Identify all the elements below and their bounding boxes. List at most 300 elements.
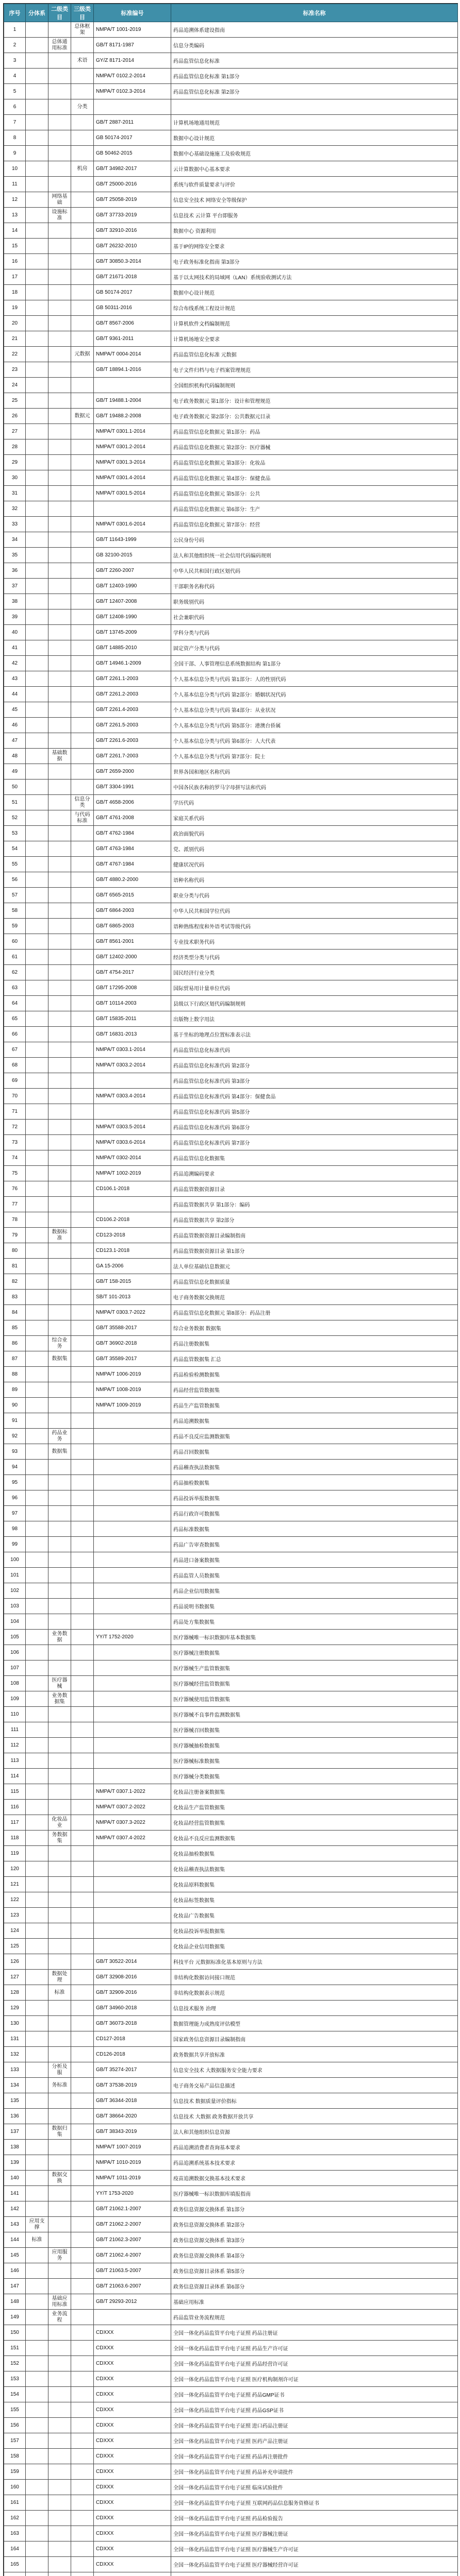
row-subsystem <box>26 1305 48 1320</box>
row-title: 全国一体化药品监管平台电子证照 医疗器械生产许可证 <box>171 2541 458 2557</box>
row-number: 37 <box>4 579 26 594</box>
row-code: CDXXX <box>94 2557 171 2572</box>
table-row <box>4 2047 458 2062</box>
row-level2 <box>48 671 71 687</box>
row-level2 <box>48 2140 71 2155</box>
row-code: CD106.1-2018 <box>94 1181 171 1197</box>
row-title: 信息安全技术 网络安全等级保护 <box>171 192 458 208</box>
table-row <box>4 1923 458 1939</box>
row-number: 56 <box>4 872 26 888</box>
row-code: GY/Z 8171-2014 <box>94 53 171 69</box>
row-number: 40 <box>4 625 26 640</box>
table-row <box>4 1985 458 2001</box>
row-number: 53 <box>4 826 26 841</box>
row-subsystem <box>26 161 48 177</box>
row-level3 <box>71 980 94 996</box>
row-subsystem <box>26 331 48 347</box>
table-row <box>4 1351 458 1367</box>
row-level3 <box>71 532 94 548</box>
table-row <box>4 779 458 795</box>
row-code: GB/T 21062.4-2007 <box>94 2248 171 2263</box>
row-level2 <box>48 1537 71 1552</box>
row-title: 个人基本信息分类与代码 第4部分：从业状况 <box>171 702 458 718</box>
row-subsystem <box>26 1861 48 1877</box>
row-title: 全国一体化药品监管平台电子证照 医药产品注册证 <box>171 2433 458 2449</box>
row-code <box>94 1645 171 1660</box>
row-level3 <box>71 702 94 718</box>
row-level3 <box>71 1537 94 1552</box>
row-subsystem <box>26 2016 48 2031</box>
row-title: 药品说明书数据集 <box>171 1599 458 1614</box>
row-title: 电子商务交易产品信息描述 <box>171 2078 458 2093</box>
table-row <box>4 857 458 872</box>
row-level3 <box>71 1444 94 1460</box>
table-row <box>4 1398 458 1413</box>
row-subsystem <box>26 2109 48 2124</box>
row-title: 药品生产监管数据集 <box>171 1398 458 1413</box>
row-level3 <box>71 2279 94 2294</box>
row-level3 <box>71 1738 94 1753</box>
row-level3 <box>71 501 94 517</box>
table-row <box>4 950 458 965</box>
row-number: 62 <box>4 965 26 980</box>
row-subsystem <box>26 1552 48 1568</box>
row-code <box>94 1490 171 1506</box>
row-code: GB/T 19488.1-2004 <box>94 393 171 409</box>
row-code: CD123.1-2018 <box>94 1243 171 1259</box>
row-number: 67 <box>4 1042 26 1058</box>
row-code: CDXXX <box>94 2511 171 2526</box>
row-title: 非结构化数据访问接口规范 <box>171 1970 458 1985</box>
row-level2: 数据交换 <box>48 2171 71 2186</box>
row-number: 84 <box>4 1305 26 1320</box>
row-level2 <box>48 1305 71 1320</box>
table-row <box>4 2140 458 2155</box>
row-level2 <box>48 316 71 331</box>
row-code <box>94 1552 171 1568</box>
row-level2 <box>48 733 71 749</box>
row-level2: 基础数据 <box>48 749 71 764</box>
row-level3 <box>71 2341 94 2356</box>
table-row <box>4 1475 458 1490</box>
row-level2: 医疗器械 <box>48 1676 71 1691</box>
row-subsystem <box>26 1892 48 1908</box>
row-number: 123 <box>4 1908 26 1923</box>
table-row <box>4 702 458 718</box>
row-title: 药品抽检数据集 <box>171 1475 458 1490</box>
row-code: CDXXX <box>94 2341 171 2356</box>
row-number: 6 <box>4 99 26 115</box>
row-subsystem <box>26 872 48 888</box>
row-number: 78 <box>4 1212 26 1228</box>
row-level2 <box>48 1290 71 1305</box>
row-level3 <box>71 2325 94 2341</box>
row-level3 <box>71 1274 94 1290</box>
row-number: 54 <box>4 841 26 857</box>
table-row <box>4 331 458 347</box>
row-level2 <box>48 1197 71 1212</box>
row-title: 电子政务标准化指南 第3部分 <box>171 254 458 269</box>
row-level2 <box>48 1738 71 1753</box>
row-number: 44 <box>4 687 26 702</box>
row-code: NMPA/T 0303.7-2022 <box>94 1305 171 1320</box>
row-number: 17 <box>4 269 26 285</box>
row-code: GB/T 36073-2018 <box>94 2016 171 2031</box>
row-level2: 业务数据集 <box>48 1691 71 1707</box>
row-number: 160 <box>4 2480 26 2495</box>
row-title: 固定资产分类与代码 <box>171 640 458 656</box>
row-subsystem <box>26 2557 48 2572</box>
row-level2 <box>48 99 71 115</box>
row-number: 68 <box>4 1058 26 1073</box>
row-level2 <box>48 146 71 161</box>
row-title: 信息技术 大数据 政务数据开放共享 <box>171 2109 458 2124</box>
row-level3 <box>71 38 94 53</box>
row-level3 <box>71 424 94 439</box>
row-level2: 数据处理 <box>48 1970 71 1985</box>
row-level3 <box>71 965 94 980</box>
row-level3 <box>71 455 94 470</box>
table-row <box>4 1707 458 1722</box>
row-subsystem <box>26 300 48 316</box>
table-row <box>4 1630 458 1645</box>
row-subsystem <box>26 1243 48 1259</box>
row-number: 27 <box>4 424 26 439</box>
row-code: GB/T 36902-2018 <box>94 1336 171 1351</box>
row-number: 94 <box>4 1460 26 1475</box>
row-code: GB/T 158-2015 <box>94 1274 171 1290</box>
row-subsystem <box>26 1413 48 1429</box>
row-code <box>94 1892 171 1908</box>
table-row <box>4 1645 458 1660</box>
row-title: 药品监管信息化数据元 第2部分：医疗器械 <box>171 439 458 455</box>
row-code: GB/T 37733-2019 <box>94 208 171 223</box>
row-level3 <box>71 1197 94 1212</box>
row-subsystem <box>26 919 48 934</box>
row-title: 政务信息资源交换体系 第3部分 <box>171 2232 458 2248</box>
row-subsystem <box>26 1212 48 1228</box>
row-code: NMPA/T 0307.4-2022 <box>94 1831 171 1846</box>
row-title: 全国一体化药品监管平台电子证照 药品注册证 <box>171 2325 458 2341</box>
row-title: 药品投诉举报数据集 <box>171 1490 458 1506</box>
row-title: 健康状况代码 <box>171 857 458 872</box>
row-code: CDXXX <box>94 2495 171 2511</box>
table-row <box>4 1444 458 1460</box>
row-level2: 分析及服 <box>48 2062 71 2078</box>
row-code: GB/T 21062.1-2007 <box>94 2201 171 2217</box>
row-level2 <box>48 378 71 393</box>
row-level3 <box>71 1599 94 1614</box>
row-number: 81 <box>4 1259 26 1274</box>
row-code: NMPA/T 0307.1-2022 <box>94 1784 171 1800</box>
row-subsystem <box>26 625 48 640</box>
row-code <box>94 1939 171 1954</box>
row-number: 32 <box>4 501 26 517</box>
row-level3 <box>71 1568 94 1583</box>
table-row <box>4 749 458 764</box>
row-code: YY/T 1752-2020 <box>94 1630 171 1645</box>
row-level3 <box>71 934 94 950</box>
table-row <box>4 1259 458 1274</box>
row-number: 28 <box>4 439 26 455</box>
row-number: 113 <box>4 1753 26 1769</box>
header-title: 标准名称 <box>171 4 458 22</box>
table-row <box>4 1800 458 1815</box>
row-code <box>94 1413 171 1429</box>
row-level3 <box>71 1877 94 1892</box>
row-code: GB/T 30850.3-2014 <box>94 254 171 269</box>
row-level2 <box>48 1212 71 1228</box>
row-code: GB/T 8171-1987 <box>94 38 171 53</box>
row-level3: 分类 <box>71 99 94 115</box>
row-level2 <box>48 2356 71 2371</box>
row-level3 <box>71 362 94 378</box>
table-row <box>4 2371 458 2387</box>
row-number: 139 <box>4 2155 26 2171</box>
row-title: 药品稽查执法数据集 <box>171 1460 458 1475</box>
row-level2 <box>48 2263 71 2279</box>
row-number: 153 <box>4 2371 26 2387</box>
table-row <box>4 2062 458 2078</box>
row-subsystem <box>26 2572 48 2576</box>
row-code: NMPA/T 0301.3-2014 <box>94 455 171 470</box>
row-subsystem <box>26 316 48 331</box>
row-title: 国际贸易用计量单位代码 <box>171 980 458 996</box>
row-title: 个人基本信息分类与代码 第6部分：人大代表 <box>171 733 458 749</box>
row-level3 <box>71 1954 94 1970</box>
row-code: GB/T 9361-2011 <box>94 331 171 347</box>
row-title: 药品监管信息化标准代码 第7部分 <box>171 1135 458 1150</box>
row-title: 全国一体化药品监管平台电子证照 医疗器械注册证 <box>171 2526 458 2541</box>
row-subsystem <box>26 2263 48 2279</box>
row-level2 <box>48 285 71 300</box>
table-row <box>4 2093 458 2109</box>
row-title: 全国组织机构代码编制规则 <box>171 378 458 393</box>
row-number: 128 <box>4 1985 26 2001</box>
row-subsystem: 应用支撑 <box>26 2217 48 2232</box>
row-code <box>94 1197 171 1212</box>
row-level2 <box>48 393 71 409</box>
row-number: 71 <box>4 1104 26 1120</box>
row-level3: 机房 <box>71 161 94 177</box>
row-title: 全国一体化药品监管平台电子证照 医疗器械经营许可证 <box>171 2557 458 2572</box>
row-title: 全国一体化药品监管平台电子证照 药品GMP证书 <box>171 2387 458 2402</box>
row-number: 21 <box>4 331 26 347</box>
row-number: 125 <box>4 1939 26 1954</box>
row-number: 137 <box>4 2124 26 2140</box>
row-level2: 基础应用标准 <box>48 2294 71 2310</box>
table-row <box>4 934 458 950</box>
table-row <box>4 2356 458 2371</box>
table-row <box>4 1939 458 1954</box>
row-subsystem <box>26 517 48 532</box>
row-title: 药品企业信用数据集 <box>171 1583 458 1599</box>
row-number: 65 <box>4 1011 26 1027</box>
table-row <box>4 1073 458 1089</box>
table-row <box>4 764 458 779</box>
table-row <box>4 1552 458 1568</box>
row-level2 <box>48 269 71 285</box>
row-level2: 数据集 <box>48 1351 71 1367</box>
row-number: 103 <box>4 1599 26 1614</box>
row-level3 <box>71 269 94 285</box>
row-level2 <box>48 1861 71 1877</box>
row-number: 23 <box>4 362 26 378</box>
row-title: 世界各国和地区名称代码 <box>171 764 458 779</box>
row-title: 药品监管信息化标准代码 第6部分 <box>171 1120 458 1135</box>
row-title: 基础应用标准 <box>171 2294 458 2310</box>
row-level3 <box>71 1336 94 1351</box>
row-subsystem <box>26 1336 48 1351</box>
row-code <box>94 1877 171 1892</box>
row-level2: 综合业务 <box>48 1336 71 1351</box>
row-code <box>94 1429 171 1444</box>
row-subsystem <box>26 579 48 594</box>
row-level2 <box>48 1908 71 1923</box>
row-subsystem <box>26 1228 48 1243</box>
row-number: 118 <box>4 1831 26 1846</box>
row-title: 基于IP的网络安全要求 <box>171 239 458 254</box>
row-code: GB/T 18894.1-2016 <box>94 362 171 378</box>
row-title: 疫苗追溯数据交换基本技术要求 <box>171 2171 458 2186</box>
row-title: 药品追溯数据集 <box>171 1413 458 1429</box>
row-title: 药品监管信息化标准 元数据 <box>171 347 458 362</box>
row-title: 全国一体化药品监管平台电子证照 医疗机构制剂许可证 <box>171 2371 458 2387</box>
table-row <box>4 532 458 548</box>
row-title: 医疗器械生产监管数据集 <box>171 1660 458 1676</box>
row-number: 89 <box>4 1382 26 1398</box>
row-subsystem <box>26 2279 48 2294</box>
table-row <box>4 254 458 269</box>
row-code <box>94 99 171 115</box>
row-code: GB/T 2261.7-2003 <box>94 749 171 764</box>
row-title: 非结构化数据表示规范 <box>171 1985 458 2001</box>
row-title: 药品监管信息化数据元 第6部分：生产 <box>171 501 458 517</box>
row-level2 <box>48 702 71 718</box>
row-code: GB/T 14946.1-2009 <box>94 656 171 671</box>
row-title: 医疗器械使用监管数据集 <box>171 1691 458 1707</box>
row-code: GB/T 21063.5-2007 <box>94 2263 171 2279</box>
row-subsystem <box>26 1970 48 1985</box>
row-number: 61 <box>4 950 26 965</box>
row-level3 <box>71 1135 94 1150</box>
row-title: 化妆品抽检数据集 <box>171 1846 458 1861</box>
row-level3 <box>71 764 94 779</box>
row-code: GB/T 32909-2016 <box>94 1985 171 2001</box>
row-subsystem: 标准 <box>26 2232 48 2248</box>
table-row <box>4 640 458 656</box>
row-level2 <box>48 517 71 532</box>
row-level2: 标准 <box>48 1985 71 2001</box>
table-row <box>4 609 458 625</box>
row-number: 151 <box>4 2341 26 2356</box>
row-subsystem <box>26 965 48 980</box>
row-code: NMPA/T 0301.5-2014 <box>94 486 171 501</box>
row-code: GB/T 25058-2019 <box>94 192 171 208</box>
row-level3 <box>71 2140 94 2155</box>
row-number: 152 <box>4 2356 26 2371</box>
row-level3 <box>71 1831 94 1846</box>
row-code <box>94 2572 171 2576</box>
row-title: 科技平台 元数据标准化基本原则与方法 <box>171 1954 458 1970</box>
row-code <box>94 501 171 517</box>
row-subsystem <box>26 2418 48 2433</box>
row-number: 134 <box>4 2078 26 2093</box>
table-row <box>4 1181 458 1197</box>
row-level2 <box>48 548 71 563</box>
table-row <box>4 2294 458 2310</box>
row-code: CDXXX <box>94 2541 171 2557</box>
row-number: 36 <box>4 563 26 579</box>
row-level2 <box>48 439 71 455</box>
row-level2 <box>48 1382 71 1398</box>
row-code: NMPA/T 0303.4-2014 <box>94 1089 171 1104</box>
row-level3 <box>71 2093 94 2109</box>
row-code: GB/T 29293-2012 <box>94 2294 171 2310</box>
row-subsystem <box>26 857 48 872</box>
row-subsystem <box>26 563 48 579</box>
row-code: GB/T 2261.1-2003 <box>94 671 171 687</box>
row-number: 75 <box>4 1166 26 1181</box>
row-number: 50 <box>4 779 26 795</box>
row-number: 132 <box>4 2047 26 2062</box>
row-code <box>94 1444 171 1460</box>
row-subsystem <box>26 2402 48 2418</box>
row-level3 <box>71 594 94 609</box>
row-number: 124 <box>4 1923 26 1939</box>
row-code: GB/T 2261.4-2003 <box>94 702 171 718</box>
row-number: 131 <box>4 2031 26 2047</box>
table-row <box>4 1784 458 1800</box>
row-level2 <box>48 1552 71 1568</box>
row-subsystem <box>26 1073 48 1089</box>
row-number: 119 <box>4 1846 26 1861</box>
row-title: 基于以太网技术的局域网（LAN）系统验收测试方法 <box>171 269 458 285</box>
row-title: 医疗器械标准数据集 <box>171 1753 458 1769</box>
table-row <box>4 2310 458 2325</box>
row-title: 药品召回数据集 <box>171 1444 458 1460</box>
row-level3 <box>71 1521 94 1537</box>
table-row <box>4 192 458 208</box>
table-row <box>4 2155 458 2171</box>
row-code: GB/T 11643-1999 <box>94 532 171 548</box>
row-number: 116 <box>4 1800 26 1815</box>
table-row <box>4 2248 458 2263</box>
row-level3 <box>71 1784 94 1800</box>
row-level3 <box>71 733 94 749</box>
row-level3 <box>71 1058 94 1073</box>
table-row <box>4 2171 458 2186</box>
row-subsystem <box>26 1691 48 1707</box>
row-level3 <box>71 2557 94 2572</box>
row-subsystem <box>26 362 48 378</box>
row-level2 <box>48 903 71 919</box>
row-subsystem <box>26 1769 48 1784</box>
row-title: 药品监管数据资源目录 <box>171 1181 458 1197</box>
header-subsystem: 分体系 <box>26 4 48 22</box>
row-code: NMPA/T 0004-2014 <box>94 347 171 362</box>
table-row <box>4 1166 458 1181</box>
row-title: 信息技术 云计算 平台即服务 <box>171 208 458 223</box>
row-title: 药品监管信息化标准 第1部分 <box>171 69 458 84</box>
row-subsystem <box>26 69 48 84</box>
row-subsystem <box>26 1382 48 1398</box>
row-level3 <box>71 1861 94 1877</box>
row-level3 <box>71 470 94 486</box>
table-row <box>4 1892 458 1908</box>
row-level2 <box>48 2031 71 2047</box>
row-number: 107 <box>4 1660 26 1676</box>
